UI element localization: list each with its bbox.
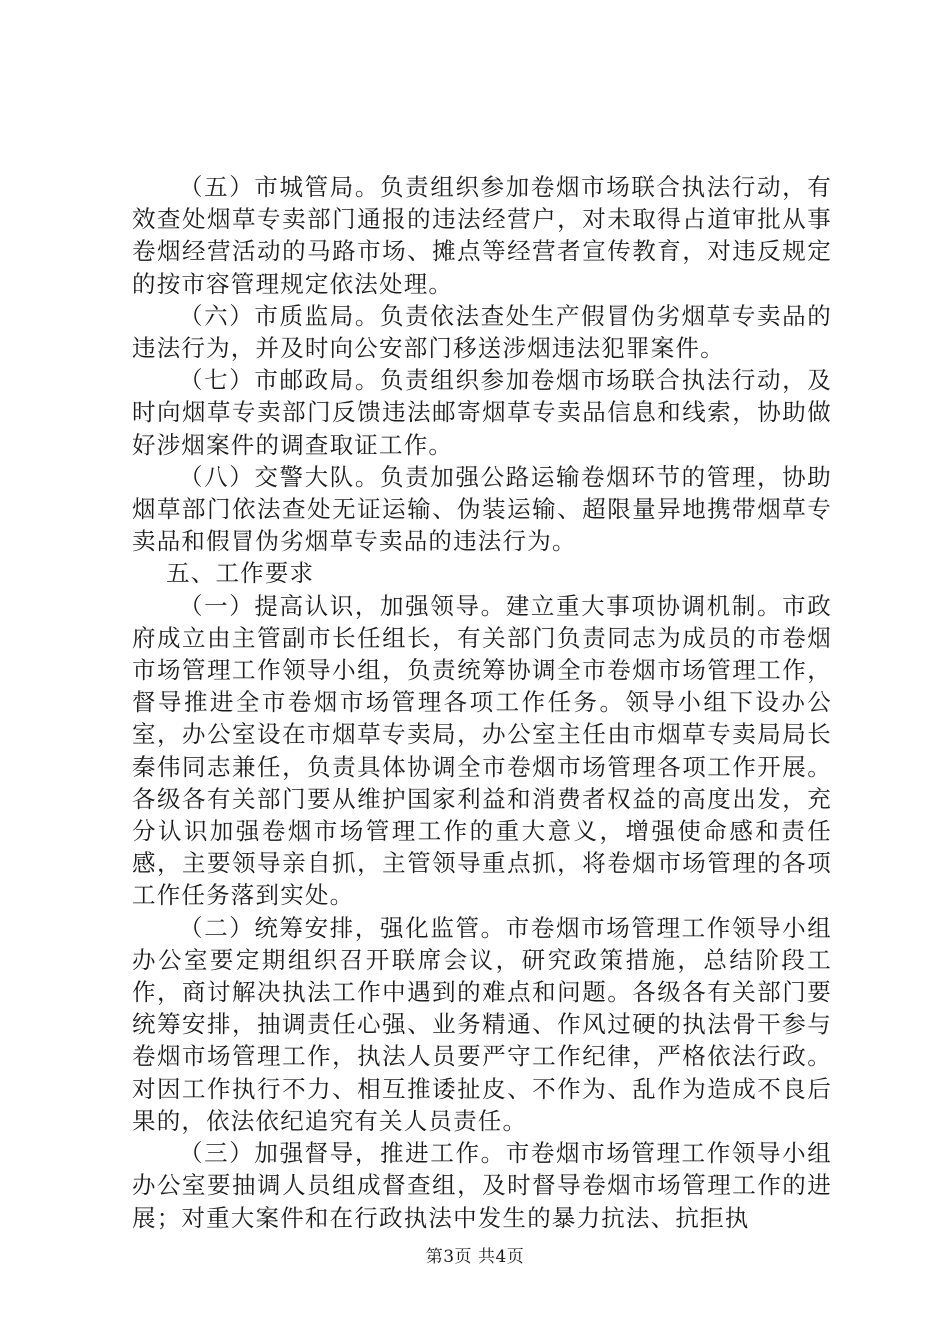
document-body xyxy=(132,171,832,1234)
paragraph-req-2-supervision: （二）统筹安排，强化监管。市卷烟市场管理工作领导小组办公室要定期组织召开联席会议，研究政策措施，总结阶段工作，商讨解决执法工作中遇到的难点和问题。各级各有关部门要统筹安排，抽调责任心强、业务精通、作风过硬的执法骨干参与卷烟市场管理工作，执法人员要严守工作纪律，严格依法行政。对因工作执行不力、相互推诿扯皮、不作为、乱作为造成不良后果的，依法依纪追究有关人员责任。 xyxy=(132,913,832,1135)
section-heading-work-requirements: 五、工作要求 xyxy=(166,559,315,588)
paragraph-5-city-management: （五）市城管局。负责组织参加卷烟市场联合执法行动，有效查处烟草专卖部门通报的违法经营户，对未取得占道审批从事卷烟经营活动的马路市场、摊点等经营者宣传教育，对违反规定的按市容管理规定依法处理。 xyxy=(132,173,832,298)
paragraph-6-quality-supervision: （六）市质监局。负责依法查处生产假冒伪劣烟草专卖品的违法行为，并及时向公安部门移送涉烟违法犯罪案件。 xyxy=(132,301,832,363)
paragraph-req-3-inspection: （三）加强督导，推进工作。市卷烟市场管理工作领导小组办公室要抽调人员组成督查组，及时督导卷烟市场管理工作的进展；对重大案件和在行政执法中发生的暴力抗法、抗拒执 xyxy=(132,1139,832,1232)
paragraph-8-traffic-police: （八）交警大队。负责加强公路运输卷烟环节的管理，协助烟草部门依法查处无证运输、伪装运输、超限量异地携带烟草专卖品和假冒伪劣烟草专卖品的违法行为。 xyxy=(132,462,832,556)
paragraph-req-1-leadership: （一）提高认识，加强领导。建立重大事项协调机制。市政府成立由主管副市长任组长，有关部门负责同志为成员的市卷烟市场管理工作领导小组，负责统筹协调全市卷烟市场管理工作，督导推进全市卷烟市场管理各项工作任务。领导小组下设办公室，办公室设在市烟草专卖局，办公室主任由市烟草专卖局局长秦伟同志兼任，负责具体协调全市卷烟市场管理各项工作开展。各级各有关部门要从维护国家利益和消费者权益的高度出发，充分认识加强卷烟市场管理工作的重大意义，增强使命感和责任感，主要领导亲自抓，主管领导重点抓，将卷烟市场管理的各项工作任务落到实处。 xyxy=(132,591,832,910)
paragraph-7-postal-bureau: （七）市邮政局。负责组织参加卷烟市场联合执法行动，及时向烟草专卖部门反馈违法邮寄烟草专卖品信息和线索，协助做好涉烟案件的调查取证工作。 xyxy=(132,366,832,459)
page-number-footer: 第3页 共4页 xyxy=(425,1247,525,1267)
